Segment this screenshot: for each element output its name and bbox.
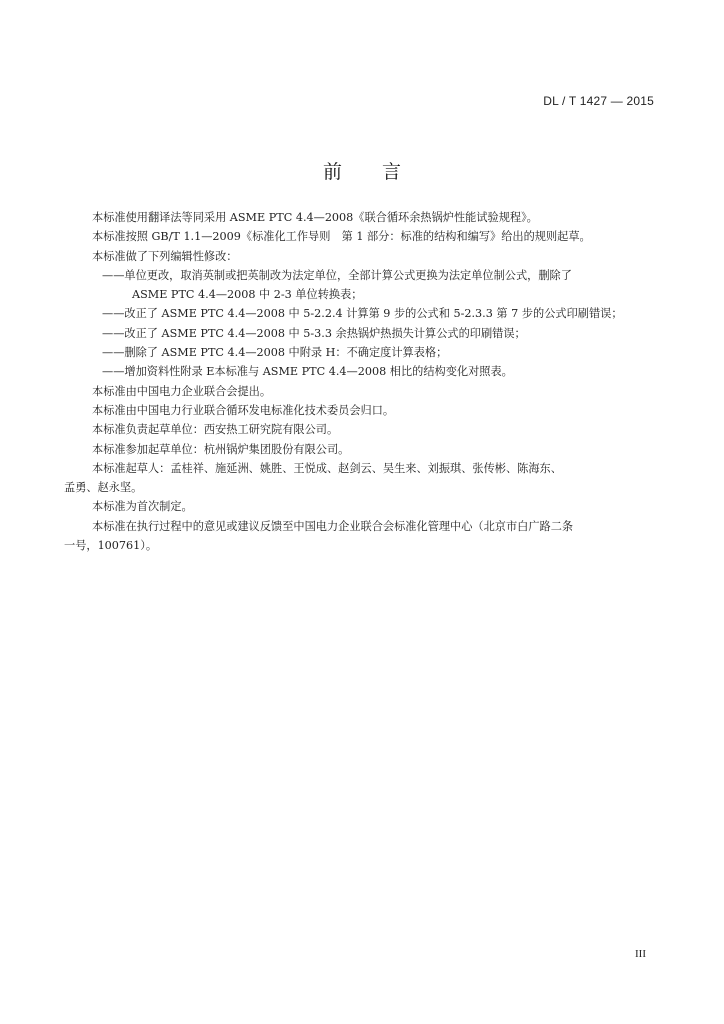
- foreword-body: [64, 208, 664, 555]
- paragraph-drafting-rules: 本标准按照 GB/T 1.1—2009《标准化工作导则 第 1 部分：标准的结构和编写》给出的规则起草。: [92, 230, 591, 244]
- page-number: III: [635, 948, 646, 960]
- paragraph-drafters-cont: 孟勇、赵永坚。: [64, 481, 143, 495]
- paragraph-feedback: 本标准在执行过程中的意见或建议反馈至中国电力企业联合会标准化管理中心（北京市白广路二条: [92, 519, 574, 533]
- paragraph-drafters: 本标准起草人：孟桂祥、施延洲、姚胜、王悦成、赵剑云、吴生来、刘振琪、张传彬、陈海东、: [92, 461, 562, 475]
- page-title: 前言: [322, 161, 441, 183]
- paragraph-adoption: 本标准使用翻译法等同采用 ASME PTC 4.4—2008《联合循环余热锅炉性能试验规程》。: [92, 211, 538, 224]
- edit-item-heat-loss-fix: ——改正了 ASME PTC 4.4—2008 中 5-3.3 余热锅炉热损失计算公式的印刷错误；: [102, 326, 526, 340]
- paragraph-proposer: 本标准由中国电力企业联合会提出。: [92, 384, 272, 398]
- edit-item-formula-fix: ——改正了 ASME PTC 4.4—2008 中 5-2.2.4 计算第 9 步的公式和 5-2.3.3 第 7 步的公式印刷错误；: [102, 307, 623, 321]
- paragraph-committee: 本标准由中国电力行业联合循环发电标准化技术委员会归口。: [92, 403, 395, 417]
- edit-item-appendix-removed: ——删除了 ASME PTC 4.4—2008 中附录 H：不确定度计算表格；: [102, 346, 448, 360]
- edit-item-appendix-added: ——增加资料性附录 E本标准与 ASME PTC 4.4—2008 相比的结构变化对照表。: [102, 365, 513, 379]
- document-code: DL / T 1427 — 2015: [543, 94, 654, 108]
- paragraph-participating-drafter: 本标准参加起草单位：杭州锅炉集团股份有限公司。: [92, 442, 350, 456]
- paragraph-lead-drafter: 本标准负责起草单位：西安热工研究院有限公司。: [92, 423, 339, 437]
- paragraph-first-edition: 本标准为首次制定。: [92, 500, 193, 514]
- edit-item-units-cont: ASME PTC 4.4—2008 中 2-3 单位转换表；: [132, 288, 363, 302]
- edit-item-units: ——单位更改，取消英制或把英制改为法定单位，全部计算公式更换为法定单位制公式，删除了: [102, 268, 572, 282]
- paragraph-edits-intro: 本标准做了下列编辑性修改：: [92, 249, 238, 263]
- paragraph-feedback-cont: 一号，100761）。: [64, 539, 158, 553]
